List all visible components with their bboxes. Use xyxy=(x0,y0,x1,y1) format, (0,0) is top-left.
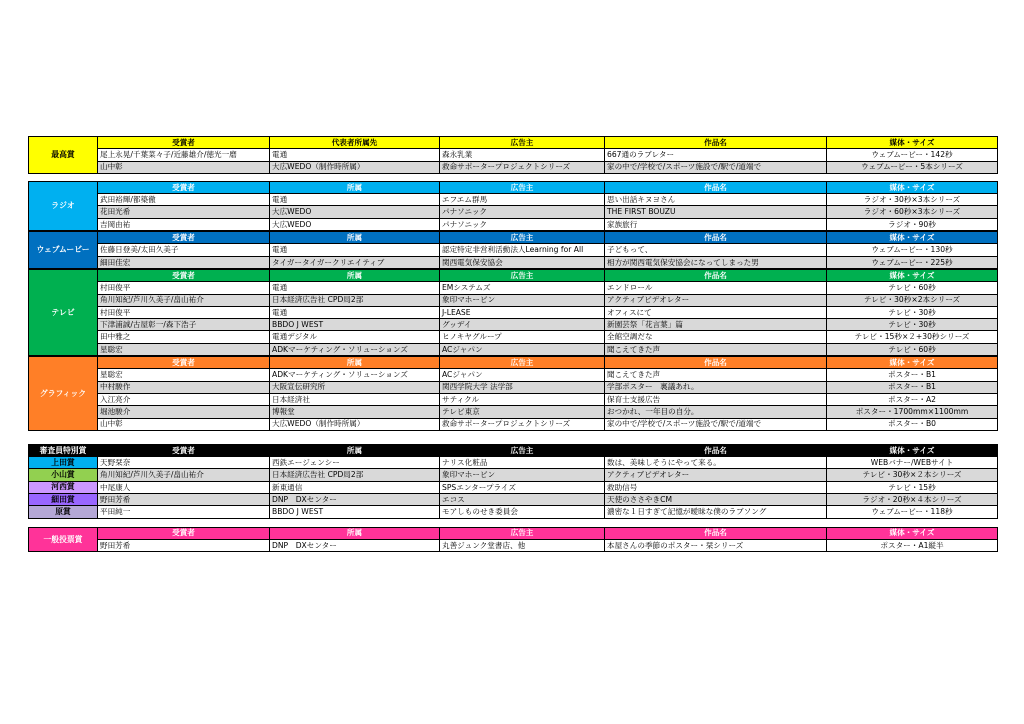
table-cell: 角川知紀/芦川久美子/畠山祐介 xyxy=(98,294,270,306)
award-block xyxy=(28,231,998,269)
award-sheet xyxy=(28,136,997,552)
column-header: 媒体・サイズ xyxy=(827,357,998,369)
table-cell: テレビ・30秒×２本シリーズ xyxy=(827,469,998,481)
table-cell: BBDO J WEST xyxy=(270,319,440,331)
table-cell: テレビ東京 xyxy=(440,406,605,418)
category-label: 審査員特別賞 xyxy=(29,444,98,456)
table-cell: ナリス化粧品 xyxy=(440,457,605,469)
table-cell: 電通 xyxy=(270,244,440,256)
prize-label: 河西賞 xyxy=(29,481,98,493)
table-cell: 思い出話キヌヨさん xyxy=(605,194,827,206)
table-cell: 保育士支援広告 xyxy=(605,393,827,405)
category-label: ラジオ xyxy=(29,181,98,230)
table-cell: 星聡宏 xyxy=(98,369,270,381)
category-label: ウェブムービー xyxy=(29,232,98,269)
table-cell: 佐藤日登美/太田久美子 xyxy=(98,244,270,256)
table-cell: ポスター・B0 xyxy=(827,418,998,430)
table-cell: 家の中で/学校で/スポーツ施設で/駅で/道端で xyxy=(605,418,827,430)
table-cell: 電通 xyxy=(270,282,440,294)
header-row xyxy=(29,527,998,539)
column-header: 所属 xyxy=(270,269,440,281)
table-cell: 日本経済広告社 CPD局2部 xyxy=(270,294,440,306)
column-header: 広告主 xyxy=(440,181,605,193)
table-row xyxy=(29,418,998,430)
prize-label: 上田賞 xyxy=(29,457,98,469)
award-block xyxy=(28,181,998,231)
column-header: 受賞者 xyxy=(98,357,270,369)
table-row xyxy=(29,294,998,306)
table-cell: エコス xyxy=(440,494,605,506)
table-cell: 全館空調だな xyxy=(605,331,827,343)
table-cell: 聞こえてきた声 xyxy=(605,369,827,381)
table-cell: 大広WEDO xyxy=(270,206,440,218)
table-cell: 電通デジタル xyxy=(270,331,440,343)
column-header: 広告主 xyxy=(440,527,605,539)
column-header: 媒体・サイズ xyxy=(827,269,998,281)
column-header: 作品名 xyxy=(605,444,827,456)
table-cell: 電通 xyxy=(270,194,440,206)
table-cell: 村田俊平 xyxy=(98,282,270,294)
table-cell: ポスター・A1縦半 xyxy=(827,539,998,551)
column-header: 作品名 xyxy=(605,357,827,369)
column-header: 媒体・サイズ xyxy=(827,232,998,244)
table-cell: 西鉄エージェンシー xyxy=(270,457,440,469)
table-cell: 新東通信 xyxy=(270,481,440,493)
table-cell: 吉岡由祐 xyxy=(98,218,270,230)
table-row xyxy=(29,506,998,518)
award-block xyxy=(28,269,998,356)
table-cell: ラジオ・20秒×４本シリーズ xyxy=(827,494,998,506)
table-cell: テレビ・60秒 xyxy=(827,343,998,355)
table-cell: ヒノキヤグループ xyxy=(440,331,605,343)
header-row xyxy=(29,444,998,456)
table-cell: 大広WEDO（制作時所属） xyxy=(270,161,440,173)
table-cell: 本屋さんの季節のポスター・栞シリーズ xyxy=(605,539,827,551)
column-header: 作品名 xyxy=(605,181,827,193)
table-cell: テレビ・30秒 xyxy=(827,306,998,318)
table-cell: 家族旅行 xyxy=(605,218,827,230)
table-cell: 濃密な１日すぎて記憶が曖昧な僕のラブソング xyxy=(605,506,827,518)
spacer xyxy=(28,519,997,527)
table-cell: 新園芸祭「花言葉」篇 xyxy=(605,319,827,331)
table-cell: ウェブムービー・118秒 xyxy=(827,506,998,518)
table-cell: ウェブムービー・130秒 xyxy=(827,244,998,256)
table-cell: DNP DXセンター xyxy=(270,494,440,506)
header-row xyxy=(29,137,998,149)
table-row xyxy=(29,369,998,381)
table-cell: ポスター・B1 xyxy=(827,369,998,381)
table-cell: パナソニック xyxy=(440,218,605,230)
table-cell: 森永乳業 xyxy=(440,149,605,161)
table-cell: SPSエンタープライズ xyxy=(440,481,605,493)
table-cell: おつかれ、一年目の自分。 xyxy=(605,406,827,418)
table-cell: 中尾康人 xyxy=(98,481,270,493)
table-cell: ウェブムービー・225秒 xyxy=(827,256,998,268)
table-cell: J-LEASE xyxy=(440,306,605,318)
column-header: 広告主 xyxy=(440,269,605,281)
table-row xyxy=(29,481,998,493)
table-cell: 天使のささやきCM xyxy=(605,494,827,506)
table-cell: 電通 xyxy=(270,149,440,161)
table-cell: ウェブムービー・142秒 xyxy=(827,149,998,161)
table-row xyxy=(29,406,998,418)
table-row xyxy=(29,539,998,551)
public-vote-block xyxy=(28,527,998,553)
table-cell: 中村駿作 xyxy=(98,381,270,393)
column-header: 受賞者 xyxy=(98,527,270,539)
column-header: 受賞者 xyxy=(98,269,270,281)
column-header: 作品名 xyxy=(605,269,827,281)
table-cell: 667通のラブレター xyxy=(605,149,827,161)
table-cell: 天野栞奈 xyxy=(98,457,270,469)
spacer xyxy=(28,431,997,444)
table-cell: 日本経済社 xyxy=(270,393,440,405)
category-label: テレビ xyxy=(29,269,98,355)
table-cell: 平田純一 xyxy=(98,506,270,518)
table-cell: 相方が関西電気保安協会になってしまった男 xyxy=(605,256,827,268)
table-row xyxy=(29,306,998,318)
table-cell: 関西学院大学 法学部 xyxy=(440,381,605,393)
table-cell: 野田芳希 xyxy=(98,539,270,551)
table-row xyxy=(29,343,998,355)
table-cell: ラジオ・30秒×3本シリーズ xyxy=(827,194,998,206)
table-cell: ACジャパン xyxy=(440,369,605,381)
table-cell: モアしものせき委員会 xyxy=(440,506,605,518)
prize-label: 原賞 xyxy=(29,506,98,518)
table-cell: 救命サポータープロジェクトシリーズ xyxy=(440,418,605,430)
column-header: 媒体・サイズ xyxy=(827,444,998,456)
header-row xyxy=(29,269,998,281)
table-row xyxy=(29,194,998,206)
table-row xyxy=(29,218,998,230)
table-row xyxy=(29,393,998,405)
table-row xyxy=(29,319,998,331)
table-cell: アクティブビデオレター xyxy=(605,469,827,481)
table-cell: ラジオ・60秒×3本シリーズ xyxy=(827,206,998,218)
table-cell: 村田俊平 xyxy=(98,306,270,318)
column-header: 作品名 xyxy=(605,232,827,244)
table-row xyxy=(29,457,998,469)
table-cell: 下津浦誠/古屋彰一/森下浩子 xyxy=(98,319,270,331)
table-cell: エフエム群馬 xyxy=(440,194,605,206)
table-cell: 丸善ジュンク堂書店、他 xyxy=(440,539,605,551)
header-row xyxy=(29,357,998,369)
table-row xyxy=(29,149,998,161)
column-header: 作品名 xyxy=(605,527,827,539)
column-header: 受賞者 xyxy=(98,232,270,244)
table-row xyxy=(29,161,998,173)
spacer xyxy=(28,174,997,181)
column-header: 広告主 xyxy=(440,357,605,369)
table-cell: 角川知紀/芦川久美子/畠山祐介 xyxy=(98,469,270,481)
column-header: 広告主 xyxy=(440,444,605,456)
table-cell: タイガータイガークリエイティブ xyxy=(270,256,440,268)
column-header: 受賞者 xyxy=(98,444,270,456)
table-cell: 星聡宏 xyxy=(98,343,270,355)
special-award-block xyxy=(28,444,998,519)
table-cell: オフィスにて xyxy=(605,306,827,318)
table-cell: 細田佳宏 xyxy=(98,256,270,268)
table-cell: ポスター・B1 xyxy=(827,381,998,393)
table-cell: テレビ・60秒 xyxy=(827,282,998,294)
table-row xyxy=(29,494,998,506)
table-cell: WEBバナー/WEBサイト xyxy=(827,457,998,469)
column-header: 所属 xyxy=(270,444,440,456)
table-row xyxy=(29,469,998,481)
table-cell: テレビ・15秒 xyxy=(827,481,998,493)
table-cell: 象印マホービン xyxy=(440,469,605,481)
table-cell: 日本経済広告社 CPD局2部 xyxy=(270,469,440,481)
table-cell: グッデイ xyxy=(440,319,605,331)
header-row xyxy=(29,232,998,244)
table-cell: ポスター・A2 xyxy=(827,393,998,405)
table-cell: 子どもって、 xyxy=(605,244,827,256)
column-header: 広告主 xyxy=(440,137,605,149)
column-header: 媒体・サイズ xyxy=(827,137,998,149)
column-header: 所属 xyxy=(270,181,440,193)
table-cell: 大広WEDO xyxy=(270,218,440,230)
table-cell: 野田芳希 xyxy=(98,494,270,506)
table-row xyxy=(29,206,998,218)
table-cell: 入江亮介 xyxy=(98,393,270,405)
table-cell: テレビ・15秒×２+30秒シリーズ xyxy=(827,331,998,343)
table-cell: 田中雅之 xyxy=(98,331,270,343)
table-cell: 大阪宣伝研究所 xyxy=(270,381,440,393)
table-cell: 救助信号 xyxy=(605,481,827,493)
table-row xyxy=(29,244,998,256)
table-cell: ポスター・1700mm×1100mm xyxy=(827,406,998,418)
table-cell: 認定特定非営利活動法人Learning for All xyxy=(440,244,605,256)
table-cell: ADKマーケティング・ソリューションズ xyxy=(270,369,440,381)
table-row xyxy=(29,282,998,294)
table-cell: THE FIRST BOUZU xyxy=(605,206,827,218)
table-cell: サティクル xyxy=(440,393,605,405)
prize-label: 小山賞 xyxy=(29,469,98,481)
column-header: 代表者所属先 xyxy=(270,137,440,149)
table-cell: EMシステムズ xyxy=(440,282,605,294)
table-cell: DNP DXセンター xyxy=(270,539,440,551)
category-label: 一般投票賞 xyxy=(29,527,98,552)
table-row xyxy=(29,381,998,393)
table-cell: パナソニック xyxy=(440,206,605,218)
award-block xyxy=(28,356,998,431)
column-header: 受賞者 xyxy=(98,137,270,149)
table-cell: 武田裕輝/都築徹 xyxy=(98,194,270,206)
table-cell: ウェブムービー・5本シリーズ xyxy=(827,161,998,173)
table-cell: ACジャパン xyxy=(440,343,605,355)
table-cell: 象印マホービン xyxy=(440,294,605,306)
table-cell: 聞こえてきた声 xyxy=(605,343,827,355)
table-row xyxy=(29,256,998,268)
table-cell: ラジオ・90秒 xyxy=(827,218,998,230)
table-cell: 数は、美味しそうにやって来る。 xyxy=(605,457,827,469)
table-cell: 山中彰 xyxy=(98,161,270,173)
table-cell: 花田光希 xyxy=(98,206,270,218)
table-cell: アクティブビデオレター xyxy=(605,294,827,306)
table-cell: 学部ポスター 裏議あれ。 xyxy=(605,381,827,393)
column-header: 所属 xyxy=(270,232,440,244)
table-cell: テレビ・30秒×2本シリーズ xyxy=(827,294,998,306)
column-header: 広告主 xyxy=(440,232,605,244)
column-header: 所属 xyxy=(270,527,440,539)
prize-label: 細田賞 xyxy=(29,494,98,506)
table-cell: 関西電気保安協会 xyxy=(440,256,605,268)
table-cell: エンドロール xyxy=(605,282,827,294)
table-cell: 家の中で/学校で/スポーツ施設で/駅で/道端で xyxy=(605,161,827,173)
table-row xyxy=(29,331,998,343)
table-cell: 救命サポータープロジェクトシリーズ xyxy=(440,161,605,173)
award-block xyxy=(28,136,998,174)
column-header: 媒体・サイズ xyxy=(827,181,998,193)
category-label: 最高賞 xyxy=(29,137,98,174)
table-cell: 堀池駿介 xyxy=(98,406,270,418)
header-row xyxy=(29,181,998,193)
table-cell: ADKマーケティング・ソリューションズ xyxy=(270,343,440,355)
column-header: 媒体・サイズ xyxy=(827,527,998,539)
category-label: グラフィック xyxy=(29,357,98,431)
column-header: 受賞者 xyxy=(98,181,270,193)
table-cell: 博報堂 xyxy=(270,406,440,418)
table-cell: テレビ・30秒 xyxy=(827,319,998,331)
column-header: 所属 xyxy=(270,357,440,369)
table-cell: 山中彰 xyxy=(98,418,270,430)
table-cell: 尾上永晃/千葉菜々子/近藤雄介/徳光一磨 xyxy=(98,149,270,161)
table-cell: BBDO J WEST xyxy=(270,506,440,518)
table-cell: 電通 xyxy=(270,306,440,318)
table-cell: 大広WEDO（制作時所属） xyxy=(270,418,440,430)
column-header: 作品名 xyxy=(605,137,827,149)
